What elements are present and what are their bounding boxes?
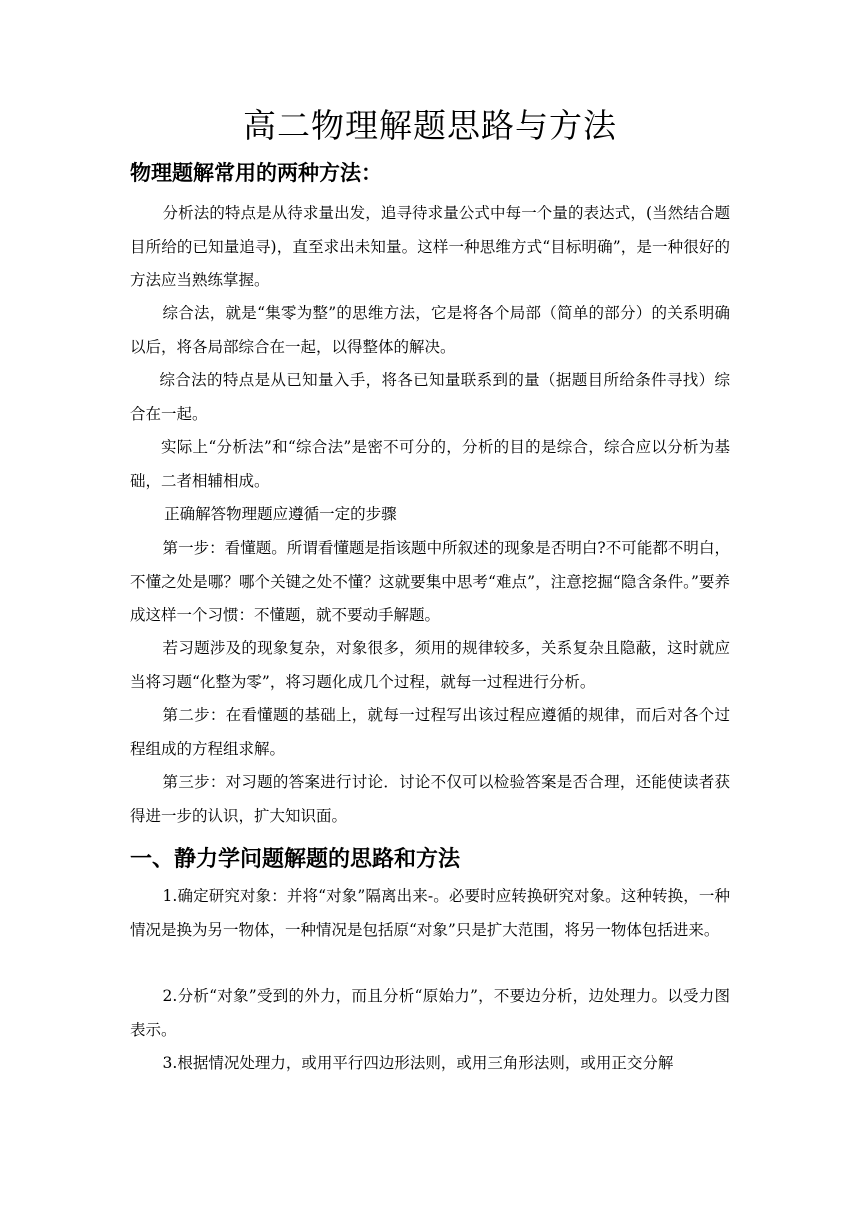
paragraph-statics-item-1: 1.确定研究对象：并将“对象”隔离出来-。必要时应转换研究对象。这种转换，一种情况是换为另一物体，一种情况是包括原“对象”只是扩大范围，将另一物体包括进来。 — [130, 887, 730, 939]
paragraph-step-one: 第一步：看懂题。所谓看懂题是指该题中所叙述的现象是否明白?不可能都不明白，不懂之处是哪？哪个关键之处不懂？这就要集中思考“难点”，注意挖掘“隐含条件。”要养成这样一个习惯：不懂题，就不要动手解题。 — [130, 539, 730, 624]
paragraph-combined-methods: 实际上“分析法”和“综合法”是密不可分的，分析的目的是综合，综合应以分析为基础，二者相辅相成。 — [130, 438, 730, 490]
paragraph-step-two: 第二步：在看懂题的基础上，就每一过程写出该过程应遵循的规律，而后对各个过程组成的方程组求解。 — [130, 706, 730, 758]
section-heading-statics: 一、静力学问题解题的思路和方法 — [130, 847, 461, 872]
page-title: 高二物理解题思路与方法 — [243, 106, 617, 145]
paragraph-complex-problem: 若习题涉及的现象复杂，对象很多，须用的规律较多，关系复杂且隐蔽，这时就应当将习题“化整为零”，将习题化成几个过程，就每一过程进行分析。 — [130, 639, 730, 691]
paragraph-synthesis-method: 综合法，就是“集零为整”的思维方法，它是将各个局部（简单的部分）的关系明确以后，将各局部综合在一起，以得整体的解决。 — [130, 304, 730, 356]
section-heading-methods: 物理题解常用的两种方法： — [130, 161, 382, 185]
paragraph-analysis-method: 分析法的特点是从待求量出发，追寻待求量公式中每一个量的表达式，(当然结合题目所给的已知量追寻)，直至求出未知量。这样一种思维方式“目标明确”，是一种很好的方法应当熟练掌握。 — [130, 204, 730, 289]
paragraph-synthesis-feature: 综合法的特点是从已知量入手，将各已知量联系到的量（据题目所给条件寻找）综合在一起。 — [130, 371, 730, 423]
paragraph-statics-item-2: 2.分析“对象”受到的外力，而且分析“原始力”，不要边分析，边处理力。以受力图表示。 — [130, 987, 730, 1039]
paragraph-statics-item-3: 3.根据情况处理力，或用平行四边形法则，或用三角形法则，或用正交分解 — [162, 1054, 674, 1072]
paragraph-steps-intro: 正确解答物理题应遵循一定的步骤 — [164, 505, 397, 523]
paragraph-step-three: 第三步：对习题的答案进行讨论．讨论不仅可以检验答案是否合理，还能使读者获得进一步的认识，扩大知识面。 — [130, 773, 730, 825]
